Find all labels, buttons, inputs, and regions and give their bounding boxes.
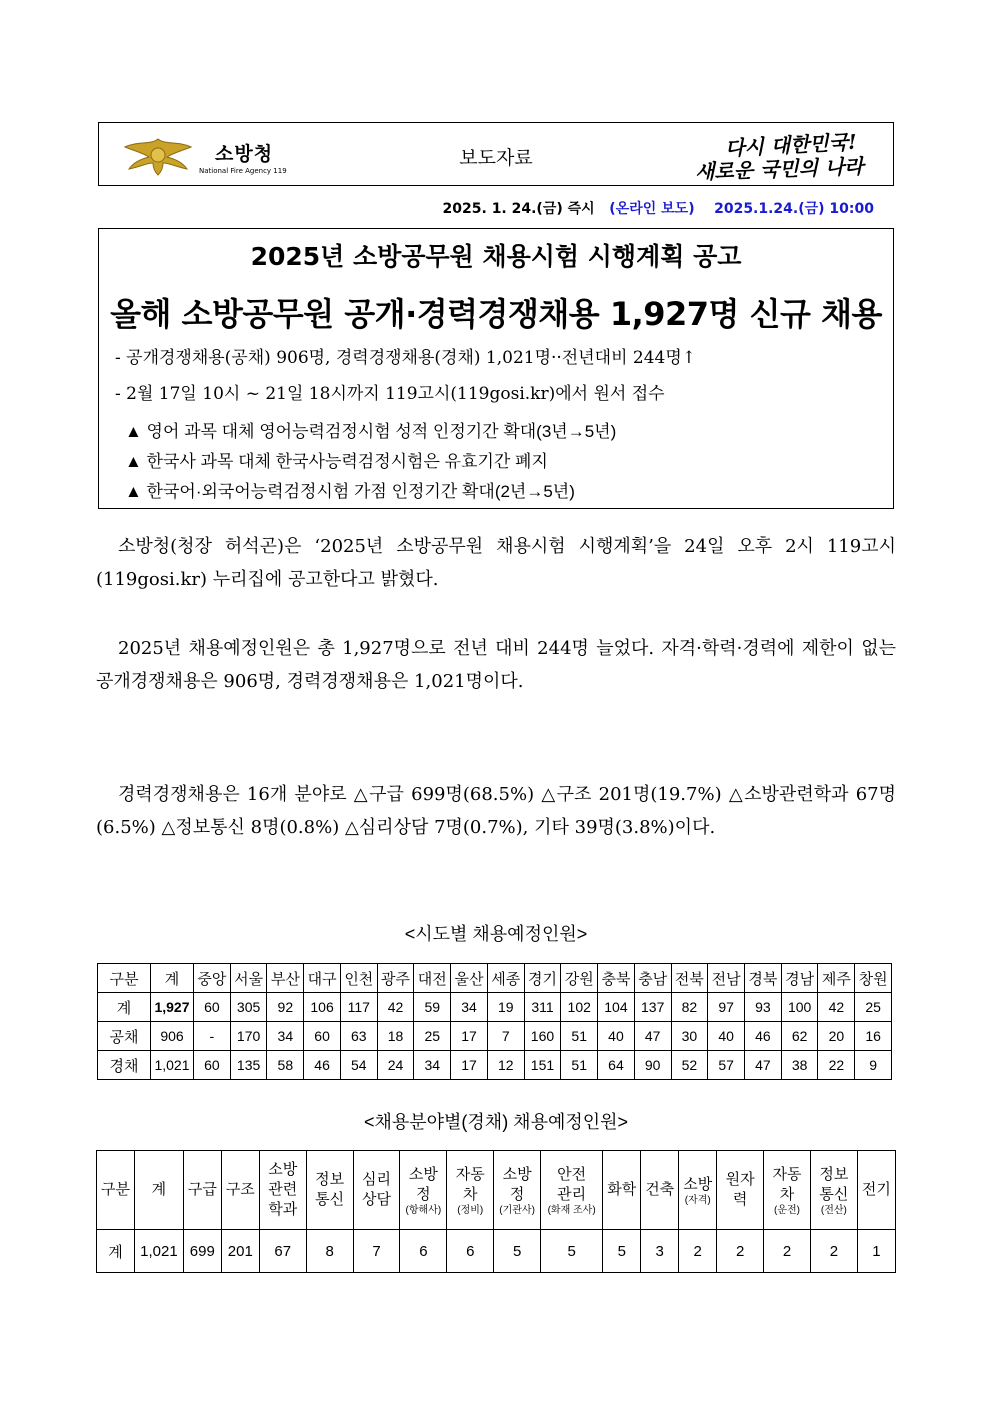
column-header bbox=[810, 1151, 857, 1230]
table-cell: 64 bbox=[598, 1051, 635, 1080]
column-header: 경기 bbox=[524, 964, 561, 993]
table-cell: 18 bbox=[377, 1022, 414, 1051]
column-header bbox=[259, 1151, 306, 1230]
table-cell: 34 bbox=[451, 993, 488, 1022]
column-header-note: (정비) bbox=[457, 1204, 484, 1216]
column-header bbox=[306, 1151, 353, 1230]
table-cell: 38 bbox=[781, 1051, 818, 1080]
table-cell: 34 bbox=[414, 1051, 451, 1080]
row-label: 계 bbox=[98, 993, 151, 1022]
column-header-label: 심리 상담 bbox=[361, 1171, 391, 1208]
column-header: 경북 bbox=[745, 964, 782, 993]
table-cell: 51 bbox=[561, 1051, 598, 1080]
table-header-row bbox=[97, 1151, 896, 1230]
column-header-note: (운전) bbox=[774, 1204, 800, 1216]
table-cell: 47 bbox=[745, 1051, 782, 1080]
online-label: (온라인 보도) bbox=[609, 201, 695, 217]
key-point-1: ▲ 영어 과목 대체 영어능력검정시험 성적 인정기간 확대(3년→5년) bbox=[125, 422, 617, 441]
table-cell: 19 bbox=[487, 993, 524, 1022]
headline-title: 2025년 소방공무원 채용시험 시행계획 공고 bbox=[250, 242, 742, 271]
column-header-note: (자격) bbox=[684, 1194, 711, 1206]
row-label: 경채 bbox=[98, 1051, 151, 1080]
paragraph-3-text: 경력경쟁채용은 16개 분야로 △구급 699명(68.5%) △구조 201명(19.7%) △소방관련학과 67명(6.5%) △정보통신 8명(0.8%) △심리상담 7명(0.7%), 기타 39명(3.8%)이다. bbox=[96, 784, 896, 838]
column-header-label: 구조 bbox=[225, 1181, 255, 1198]
column-header-note: (화재 조사) bbox=[547, 1204, 596, 1216]
table-cell: 1 bbox=[857, 1230, 895, 1273]
release-time: 2025. 1. 24.(금) 즉시 bbox=[442, 201, 595, 217]
column-header bbox=[400, 1151, 447, 1230]
column-header-label: 구분 bbox=[101, 1181, 130, 1198]
table-cell: 106 bbox=[304, 993, 341, 1022]
column-header bbox=[764, 1151, 811, 1230]
table-cell: 2 bbox=[717, 1230, 764, 1273]
table-cell: 51 bbox=[561, 1022, 598, 1051]
column-header-note: (전산) bbox=[820, 1204, 847, 1216]
table-cell: 3 bbox=[641, 1230, 679, 1273]
table-cell: 57 bbox=[708, 1051, 745, 1080]
table-cell: 92 bbox=[267, 993, 304, 1022]
table-cell: 46 bbox=[745, 1022, 782, 1051]
column-header: 세종 bbox=[487, 964, 524, 993]
table-cell: 7 bbox=[353, 1230, 400, 1273]
slogan-line-1: 다시 대한민국! bbox=[724, 129, 858, 161]
column-header: 충남 bbox=[634, 964, 671, 993]
table-cell: 160 bbox=[524, 1022, 561, 1051]
row-label: 공채 bbox=[98, 1022, 151, 1051]
table-header-row bbox=[98, 964, 892, 993]
column-header bbox=[679, 1151, 717, 1230]
table-cell: 62 bbox=[781, 1022, 818, 1051]
table-cell: 97 bbox=[708, 993, 745, 1022]
column-header-label: 전기 bbox=[861, 1181, 891, 1198]
table-cell: 17 bbox=[451, 1022, 488, 1051]
table-cell: 34 bbox=[267, 1022, 304, 1051]
table-cell: 170 bbox=[230, 1022, 267, 1051]
column-header-label: 소방 정 bbox=[408, 1165, 438, 1203]
paragraph-1 bbox=[96, 530, 896, 596]
table2-caption: <채용분야별(경채) 채용예정인원> bbox=[363, 1112, 629, 1132]
table1-caption: <시도별 채용예정인원> bbox=[404, 924, 588, 944]
paragraph-2 bbox=[96, 632, 896, 698]
column-header bbox=[97, 1151, 135, 1230]
sub-point-1: - 공개경쟁채용(공채) 906명, 경력경쟁채용(경채) 1,021명··전년대비 244명↑ bbox=[115, 348, 697, 368]
column-header: 서울 bbox=[230, 964, 267, 993]
table-cell: 201 bbox=[221, 1230, 259, 1273]
column-header-label: 계 bbox=[151, 1181, 167, 1198]
table-cell: 137 bbox=[634, 993, 671, 1022]
paragraph-1-text: 소방청(청장 허석곤)은 ‘2025년 소방공무원 채용시험 시행계획’을 24일 오후 2시 119고시(119gosi.kr) 누리집에 공고한다고 밝혔다. bbox=[96, 536, 896, 590]
table-cell: 100 bbox=[781, 993, 818, 1022]
column-header-label: 소방 bbox=[683, 1175, 713, 1193]
table-cell: 60 bbox=[194, 993, 231, 1022]
table-cell: 30 bbox=[671, 1022, 708, 1051]
regional-recruitment-table bbox=[97, 963, 892, 1080]
table-cell: 20 bbox=[818, 1022, 855, 1051]
table-cell: 311 bbox=[524, 993, 561, 1022]
column-header: 강원 bbox=[561, 964, 598, 993]
table-cell: 67 bbox=[259, 1230, 306, 1273]
column-header-label: 자동 차 bbox=[455, 1165, 485, 1203]
column-header: 부산 bbox=[267, 964, 304, 993]
table-cell: 59 bbox=[414, 993, 451, 1022]
key-point-2: ▲ 한국사 과목 대체 한국사능력검정시험은 유효기간 폐지 bbox=[125, 452, 548, 471]
table-cell: 1,021 bbox=[134, 1230, 183, 1273]
slogan-line-2: 새로운 국민의 나라 bbox=[694, 154, 864, 184]
table-cell: 1,021 bbox=[151, 1051, 194, 1080]
logo-text: 소방청 bbox=[215, 143, 274, 165]
column-header bbox=[603, 1151, 641, 1230]
table-row bbox=[98, 1022, 892, 1051]
column-header: 창원 bbox=[855, 964, 892, 993]
column-header-label: 건축 bbox=[645, 1181, 675, 1198]
table-cell: 117 bbox=[340, 993, 377, 1022]
table-cell: 25 bbox=[414, 1022, 451, 1051]
column-header-label: 소방 관련 학과 bbox=[268, 1161, 298, 1218]
column-header: 경남 bbox=[781, 964, 818, 993]
table-cell: 63 bbox=[340, 1022, 377, 1051]
column-header-label: 정보 통신 bbox=[819, 1165, 849, 1203]
table-row bbox=[97, 1230, 896, 1273]
column-header bbox=[641, 1151, 679, 1230]
table-cell: 7 bbox=[487, 1022, 524, 1051]
column-header bbox=[494, 1151, 541, 1230]
row-label: 계 bbox=[97, 1230, 135, 1273]
column-header: 구분 bbox=[98, 964, 151, 993]
release-dateline bbox=[98, 198, 874, 218]
column-header: 중앙 bbox=[194, 964, 231, 993]
table-cell: 93 bbox=[745, 993, 782, 1022]
table-cell: 17 bbox=[451, 1051, 488, 1080]
column-header-note: (항해사) bbox=[405, 1204, 442, 1216]
table-cell: 6 bbox=[400, 1230, 447, 1273]
field-recruitment-table bbox=[96, 1150, 896, 1273]
column-header bbox=[541, 1151, 603, 1230]
table-cell: 2 bbox=[679, 1230, 717, 1273]
table-cell: 8 bbox=[306, 1230, 353, 1273]
table-cell: 151 bbox=[524, 1051, 561, 1080]
table-cell: 40 bbox=[598, 1022, 635, 1051]
column-header bbox=[857, 1151, 895, 1230]
table-cell: 46 bbox=[304, 1051, 341, 1080]
column-header: 전북 bbox=[671, 964, 708, 993]
table-cell: 58 bbox=[267, 1051, 304, 1080]
column-header: 전남 bbox=[708, 964, 745, 993]
column-header: 계 bbox=[151, 964, 194, 993]
table-cell: 40 bbox=[708, 1022, 745, 1051]
table-cell: 24 bbox=[377, 1051, 414, 1080]
table-cell: 906 bbox=[151, 1022, 194, 1051]
table-cell: 60 bbox=[194, 1051, 231, 1080]
column-header bbox=[447, 1151, 494, 1230]
table-cell: 5 bbox=[541, 1230, 603, 1273]
paragraph-3 bbox=[96, 778, 896, 844]
column-header: 인천 bbox=[340, 964, 377, 993]
column-header: 대구 bbox=[304, 964, 341, 993]
column-header bbox=[221, 1151, 259, 1230]
press-release-label: 보도자료 bbox=[459, 147, 533, 169]
table-cell: 699 bbox=[183, 1230, 221, 1273]
column-header bbox=[717, 1151, 764, 1230]
column-header-label: 소방 정 bbox=[502, 1165, 532, 1203]
column-header: 광주 bbox=[377, 964, 414, 993]
column-header: 제주 bbox=[818, 964, 855, 993]
table-cell: 60 bbox=[304, 1022, 341, 1051]
column-header: 울산 bbox=[451, 964, 488, 993]
column-header-note: (기관사) bbox=[499, 1204, 535, 1216]
paragraph-2-text: 2025년 채용예정인원은 총 1,927명으로 전년 대비 244명 늘었다. 자격·학력·경력에 제한이 없는 공개경쟁채용은 906명, 경력경쟁채용은 1,021명이다. bbox=[96, 638, 896, 692]
table-row bbox=[98, 1051, 892, 1080]
table-cell: 12 bbox=[487, 1051, 524, 1080]
table-cell: 135 bbox=[230, 1051, 267, 1080]
table-cell: 42 bbox=[818, 993, 855, 1022]
online-time: 2025.1.24.(금) 10:00 bbox=[714, 201, 874, 217]
logo-subtext: National Fire Agency 119 bbox=[199, 167, 287, 175]
column-header bbox=[183, 1151, 221, 1230]
table-cell: 42 bbox=[377, 993, 414, 1022]
table-cell: 5 bbox=[603, 1230, 641, 1273]
table-cell: 1,927 bbox=[151, 993, 194, 1022]
table-cell: 9 bbox=[855, 1051, 892, 1080]
key-point-3: ▲ 한국어·외국어능력검정시험 가점 인정기간 확대(2년→5년) bbox=[125, 482, 575, 501]
table-cell: 47 bbox=[634, 1022, 671, 1051]
column-header bbox=[134, 1151, 183, 1230]
table-cell: 52 bbox=[671, 1051, 708, 1080]
column-header: 대전 bbox=[414, 964, 451, 993]
table-cell: 25 bbox=[855, 993, 892, 1022]
table-cell: 104 bbox=[598, 993, 635, 1022]
table-cell: 5 bbox=[494, 1230, 541, 1273]
column-header-label: 화학 bbox=[607, 1181, 637, 1198]
column-header-label: 정보 통신 bbox=[315, 1171, 345, 1208]
table-cell: 90 bbox=[634, 1051, 671, 1080]
press-header bbox=[98, 122, 894, 186]
column-header: 충북 bbox=[598, 964, 635, 993]
column-header-label: 자동 차 bbox=[772, 1165, 802, 1203]
table-cell: 82 bbox=[671, 993, 708, 1022]
table-cell: 16 bbox=[855, 1022, 892, 1051]
table-cell: 54 bbox=[340, 1051, 377, 1080]
sub-point-2: - 2월 17일 10시 ~ 21일 18시까지 119고시(119gosi.kr)에서 원서 접수 bbox=[115, 384, 665, 404]
table-cell: 22 bbox=[818, 1051, 855, 1080]
table-row bbox=[98, 993, 892, 1022]
column-header-label: 원자 력 bbox=[725, 1171, 755, 1208]
table-cell: - bbox=[194, 1022, 231, 1051]
table-cell: 305 bbox=[230, 993, 267, 1022]
headline-main: 올해 소방공무원 공개·경력경쟁채용 1,927명 신규 채용 bbox=[110, 295, 882, 333]
table-cell: 6 bbox=[447, 1230, 494, 1273]
table-cell: 2 bbox=[764, 1230, 811, 1273]
column-header-label: 구급 bbox=[187, 1181, 217, 1198]
table-cell: 2 bbox=[810, 1230, 857, 1273]
column-header-label: 안전 관리 bbox=[557, 1165, 587, 1203]
table-cell: 102 bbox=[561, 993, 598, 1022]
column-header bbox=[353, 1151, 400, 1230]
headline-box bbox=[98, 228, 894, 509]
